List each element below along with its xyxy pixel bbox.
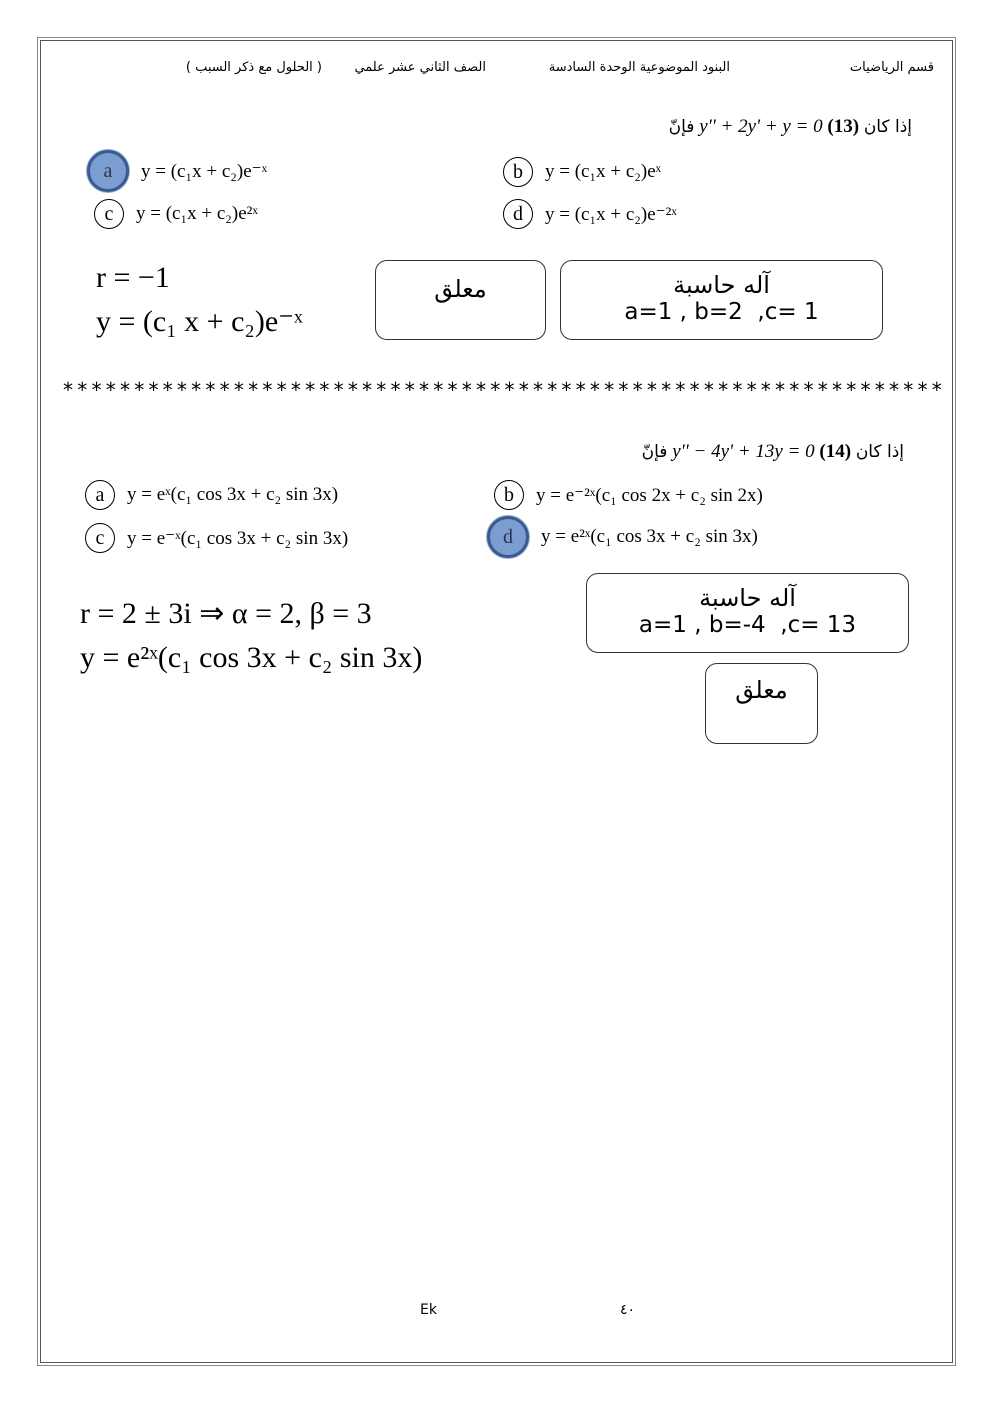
- option-math: y = (c₁x + c₂)e²ˣ: [136, 203, 258, 224]
- q14-option-c[interactable]: [85, 523, 348, 553]
- q13-note-box: [375, 260, 546, 340]
- q14-option-d[interactable]: [487, 516, 758, 558]
- option-math: y = (c₁x + c₂)e⁻ˣ: [141, 160, 268, 182]
- option-bubble[interactable]: d: [503, 199, 533, 229]
- option-bubble[interactable]: c: [85, 523, 115, 553]
- footer-author: Ek: [420, 1302, 437, 1318]
- solution-line-2: y = (c₁ x + c₂)e⁻ˣ: [96, 304, 303, 338]
- separator: **************************************************************: [62, 378, 945, 402]
- q14-option-b[interactable]: [494, 480, 763, 510]
- option-math: y = (c₁x + c₂)eˣ: [545, 161, 662, 182]
- question-prefix: إذا كان: [855, 442, 904, 462]
- solution-line-1: r = 2 ± 3i ⇒ α = 2, β = 3: [80, 597, 372, 630]
- question-equation: y'' − 4y' + 13y = 0: [672, 441, 815, 462]
- header-grade: الصف الثاني عشر علمي: [354, 60, 486, 75]
- solution-line-1: r = −1: [96, 261, 170, 294]
- question-equation: y'' + 2y' + y = 0: [699, 116, 823, 137]
- option-math: y = (c₁x + c₂)e⁻²ˣ: [545, 203, 677, 225]
- option-bubble-selected[interactable]: d: [487, 516, 529, 558]
- calculator-title: آله حاسبة: [673, 271, 770, 299]
- question-suffix: فإنّ: [668, 117, 695, 137]
- question-suffix: فإنّ: [641, 442, 668, 462]
- option-bubble[interactable]: c: [94, 199, 124, 229]
- calculator-title: آله حاسبة: [699, 584, 796, 612]
- option-bubble-selected[interactable]: a: [87, 150, 129, 192]
- q13-solution: [96, 256, 303, 343]
- option-bubble[interactable]: b: [503, 157, 533, 187]
- header-note: ( الحلول مع ذكر السبب ): [185, 60, 322, 75]
- footer-page-number: ٤٠: [620, 1302, 636, 1318]
- q13-option-b[interactable]: [503, 157, 661, 187]
- question-13: [669, 116, 912, 138]
- calculator-values: a=1 , b=-4 ,c= 13: [638, 612, 857, 638]
- option-math: y = e⁻ˣ(c₁ cos 3x + c₂ sin 3x): [127, 527, 349, 549]
- question-number: (14): [819, 441, 852, 462]
- question-prefix: إذا كان: [863, 117, 912, 137]
- solution-line-2: y = e²ˣ(c₁ cos 3x + c₂ sin 3x): [80, 640, 423, 674]
- q13-option-c[interactable]: [94, 199, 258, 229]
- question-number: (13): [827, 116, 860, 137]
- note-text: معلق: [735, 676, 788, 704]
- option-bubble[interactable]: a: [85, 480, 115, 510]
- question-14: [642, 441, 904, 463]
- header-department: قسم الرياضيات: [849, 60, 934, 75]
- q14-solution: [80, 592, 422, 679]
- q14-note-box: [705, 663, 818, 744]
- q13-calculator-box: [560, 260, 883, 340]
- q13-option-a[interactable]: [87, 150, 267, 192]
- q13-option-d[interactable]: [503, 199, 677, 229]
- q14-calculator-box: [586, 573, 909, 653]
- option-math: y = e⁻²ˣ(c₁ cos 2x + c₂ sin 2x): [536, 484, 763, 506]
- option-math: y = e²ˣ(c₁ cos 3x + c₂ sin 3x): [541, 526, 758, 547]
- q14-option-a[interactable]: [85, 480, 338, 510]
- note-text: معلق: [434, 275, 487, 303]
- calculator-values: a=1 , b=2 ,c= 1: [624, 299, 819, 325]
- option-bubble[interactable]: b: [494, 480, 524, 510]
- option-math: y = eˣ(c₁ cos 3x + c₂ sin 3x): [127, 484, 339, 505]
- header-unit: البنود الموضوعية الوحدة السادسة: [548, 60, 730, 75]
